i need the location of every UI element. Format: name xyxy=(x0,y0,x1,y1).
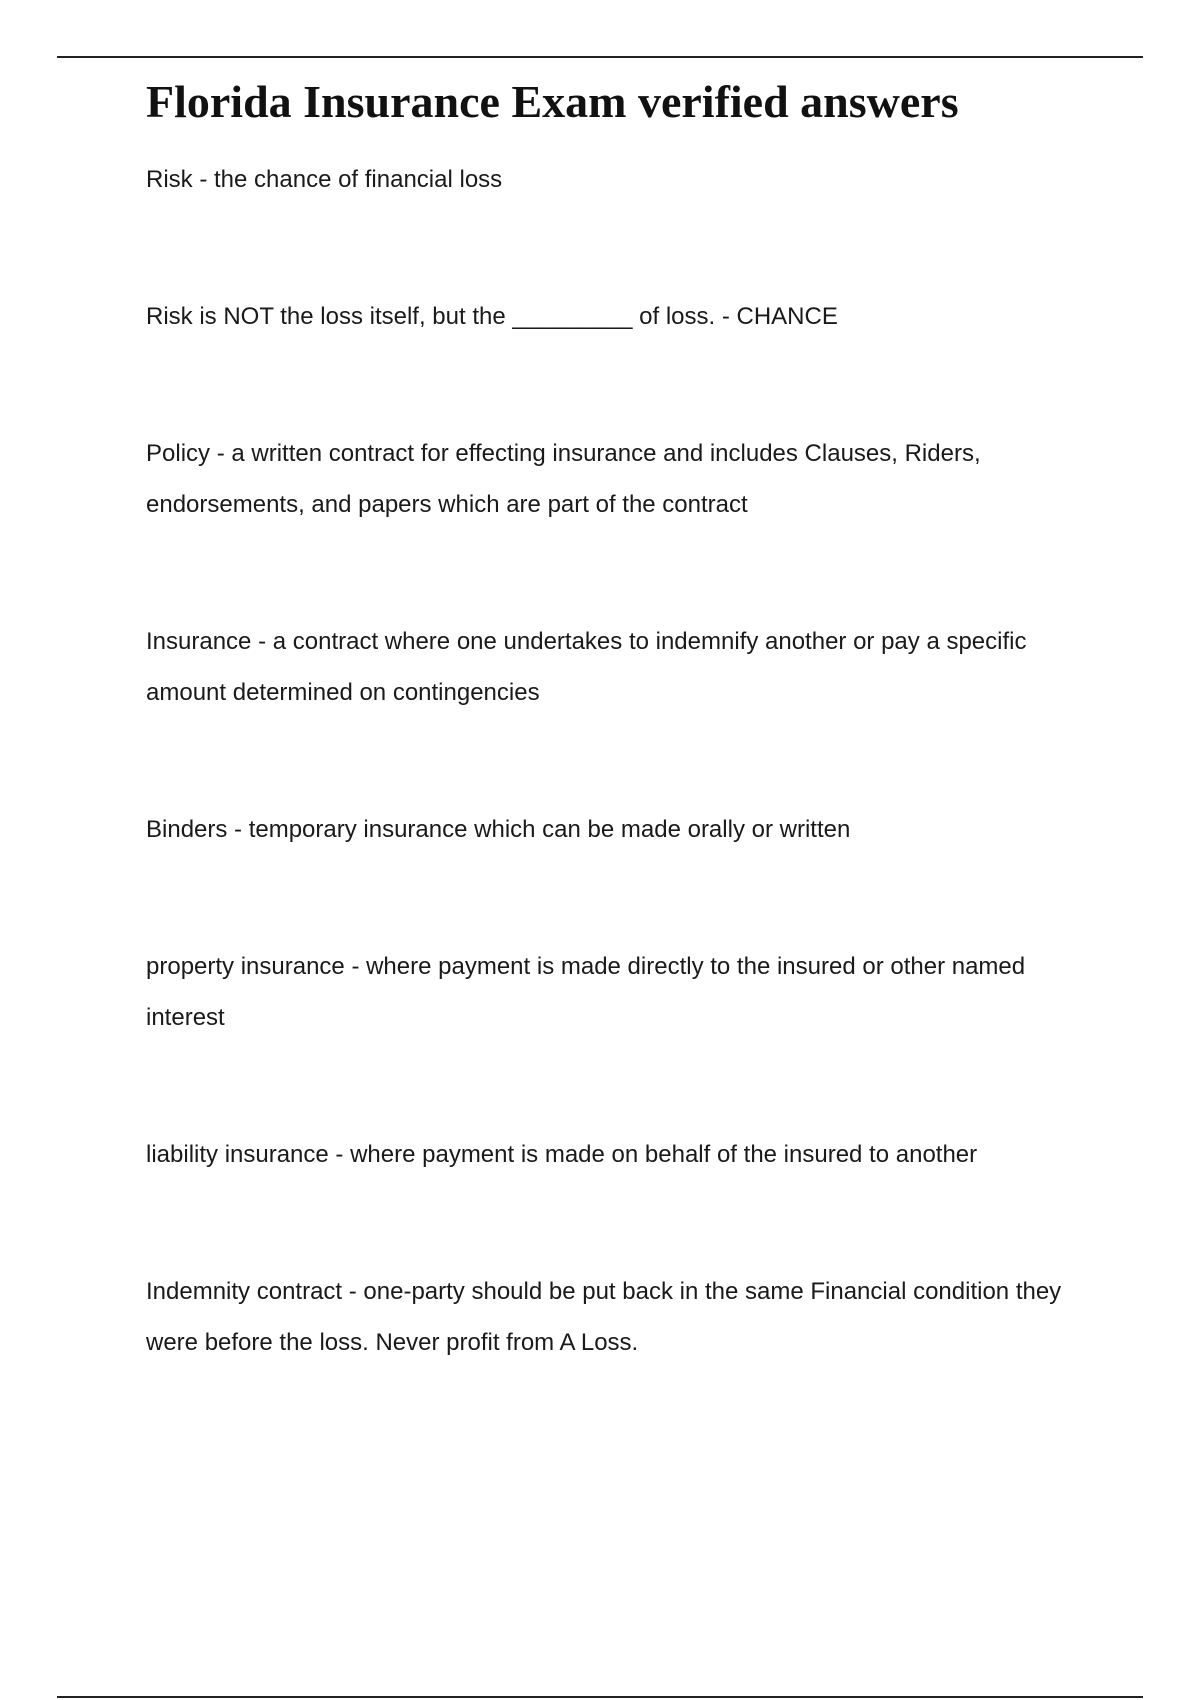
qa-entry-indemnity-contract: Indemnity contract - one-party should be put back in the same Financial condition they were before the loss. Never profit from A Loss. xyxy=(146,1278,1062,1356)
qa-entry-liability-insurance: liability insurance - where payment is made on behalf of the insured to another xyxy=(146,1141,978,1168)
document-body xyxy=(146,70,1096,1368)
qa-entry-property-insurance: property insurance - where payment is made directly to the insured or other named interest xyxy=(146,953,1026,1031)
qa-entry-risk-chance: Risk is NOT the loss itself, but the _________ of loss. - CHANCE xyxy=(146,303,838,330)
qa-entry-binders: Binders - temporary insurance which can be made orally or written xyxy=(146,816,851,843)
header-rule xyxy=(57,56,1143,58)
footer-rule xyxy=(57,1696,1143,1698)
page-title: Florida Insurance Exam verified answers xyxy=(146,76,959,127)
qa-list xyxy=(146,154,1096,1368)
qa-entry-policy: Policy - a written contract for effecting insurance and includes Clauses, Riders, endorsements, and papers which are part of the contract xyxy=(146,440,981,518)
qa-entry-risk: Risk - the chance of financial loss xyxy=(146,166,503,193)
qa-entry-insurance: Insurance - a contract where one undertakes to indemnify another or pay a specific amount determined on contingencies xyxy=(146,628,1027,706)
